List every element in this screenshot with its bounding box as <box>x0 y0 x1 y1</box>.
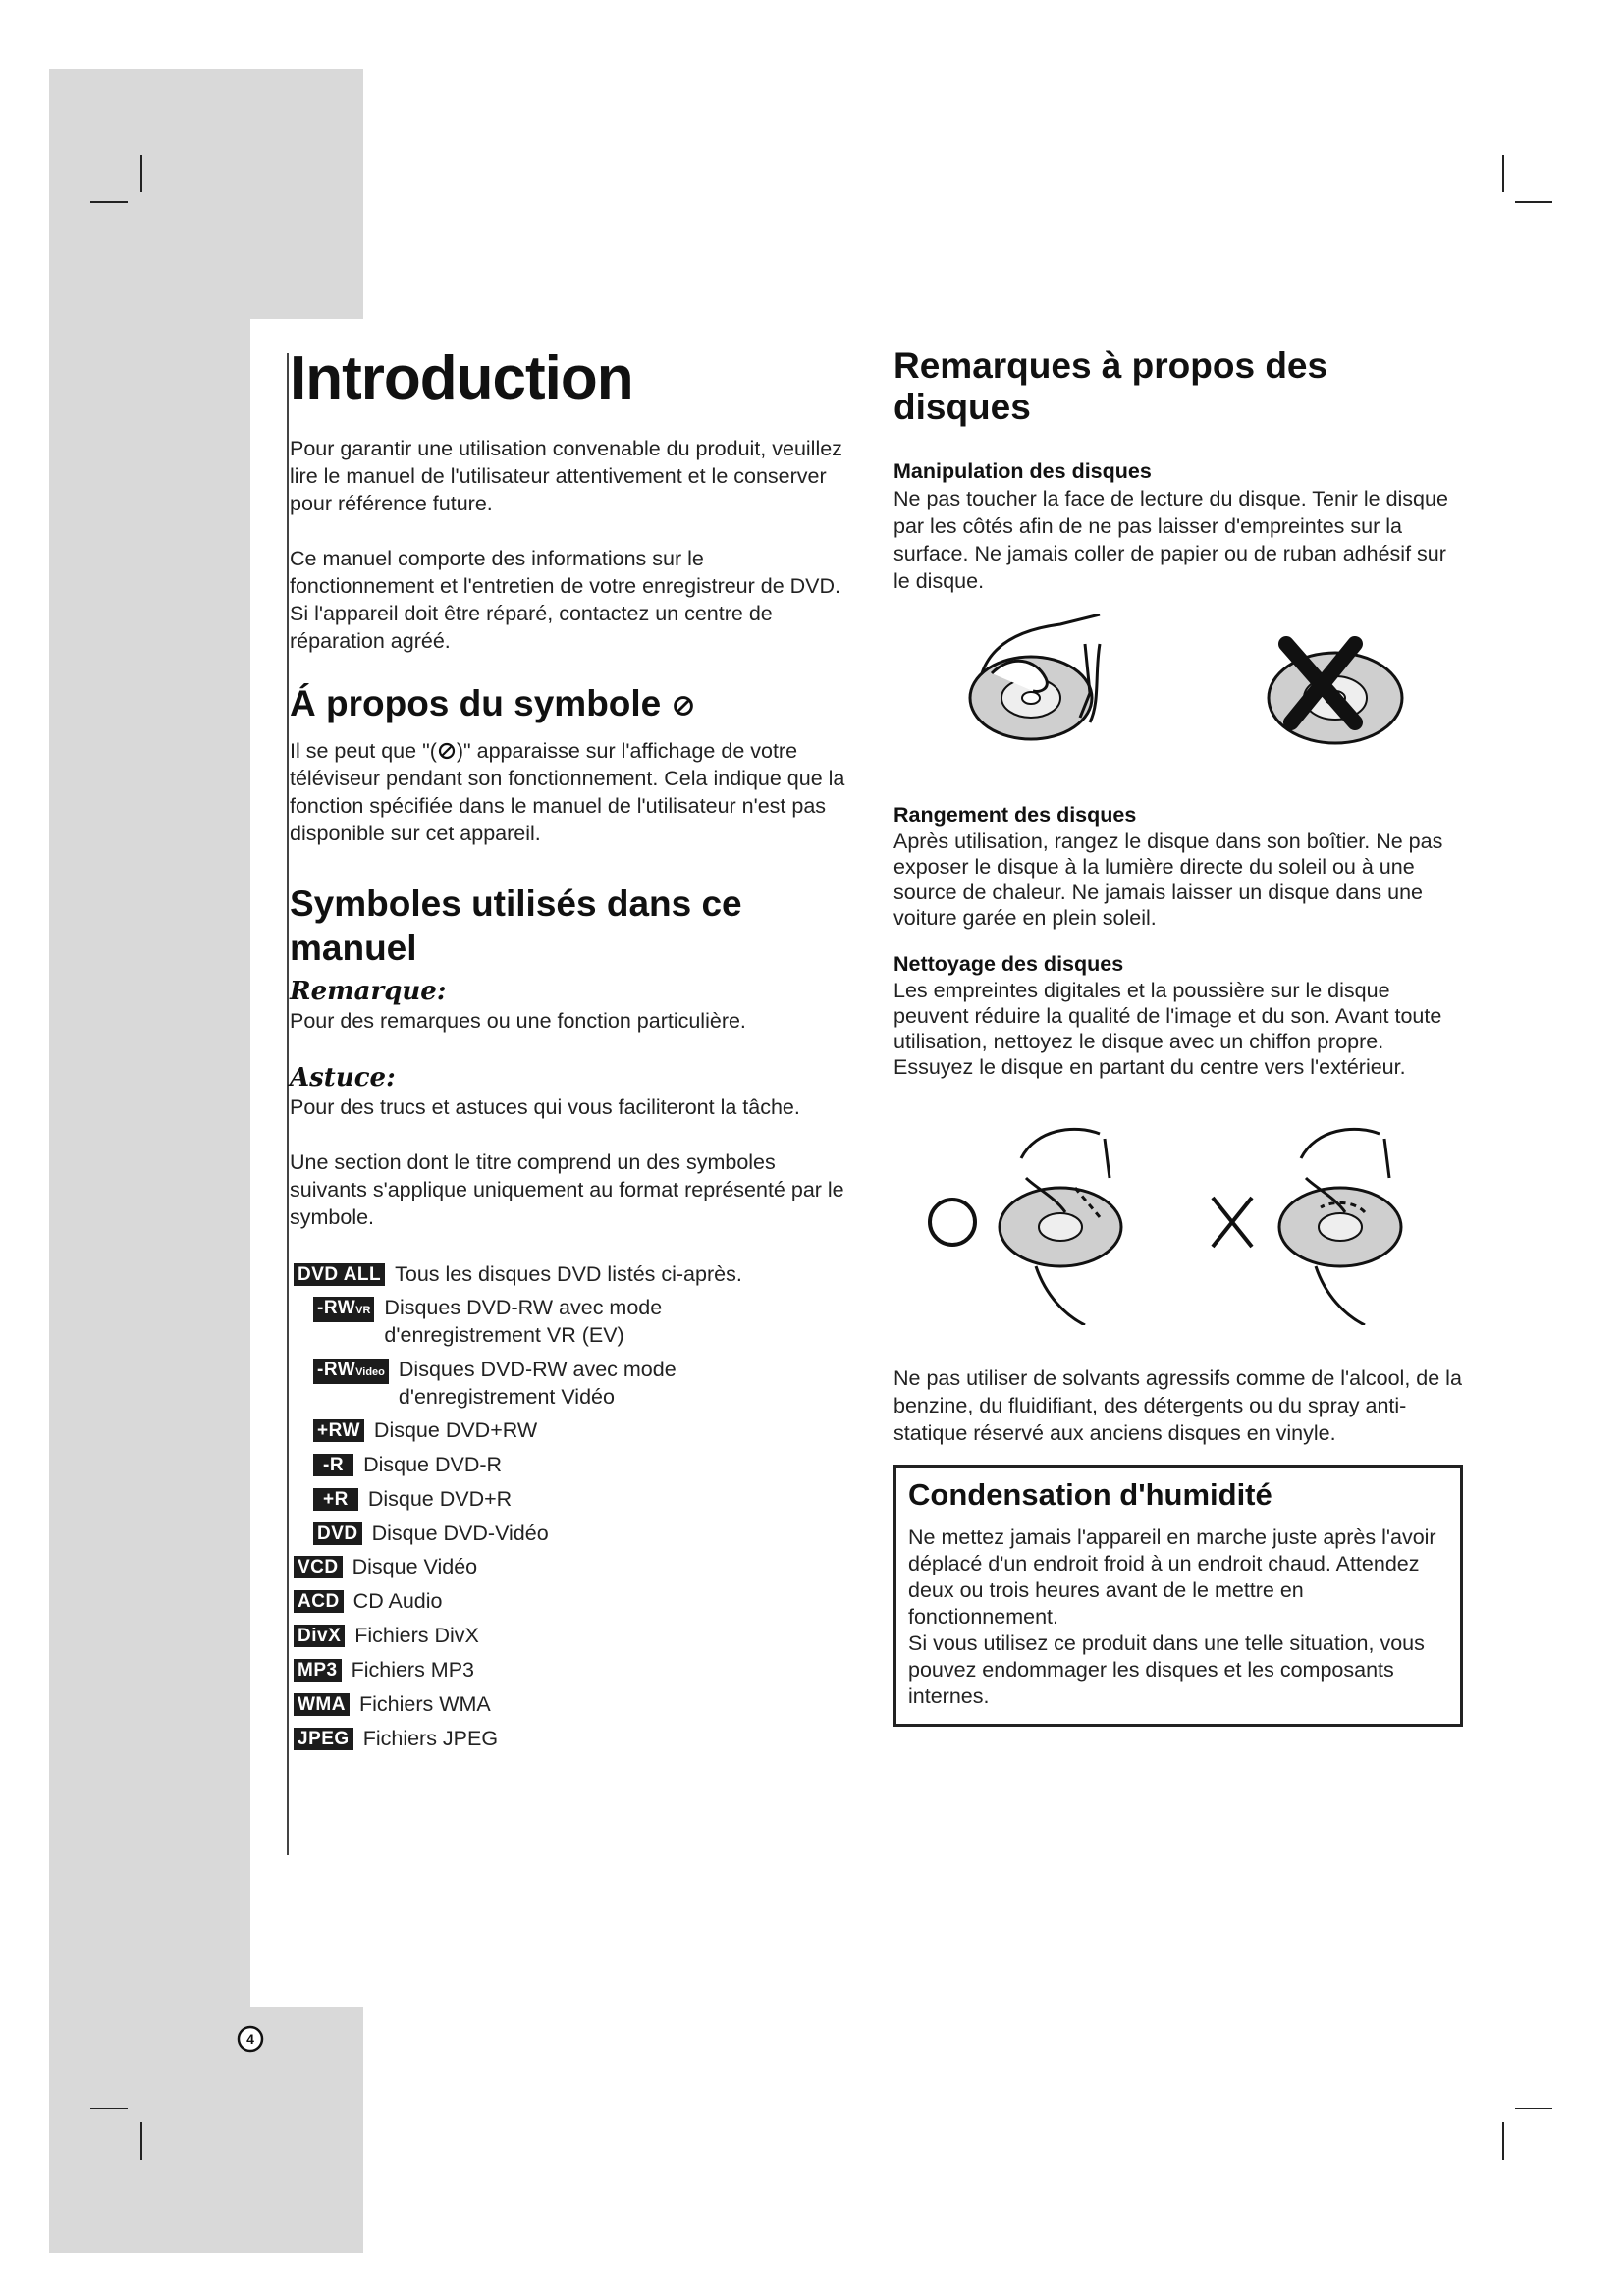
condensation-paragraph-2: Si vous utilisez ce produit dans une telle situation, vous pouvez endommager les disques et les composants internes. <box>908 1631 1425 1708</box>
badge-sub: Video <box>355 1366 385 1379</box>
astuce-text: Pour des trucs et astuces qui vous faciliteront la tâche. <box>290 1095 800 1120</box>
symbol-row <box>294 1260 742 1288</box>
symbol-row <box>294 1622 479 1649</box>
remarque-title: Remarque: <box>290 977 447 1007</box>
format-description: Disque DVD-Vidéo <box>371 1522 549 1546</box>
storage-text: Après utilisation, rangez le disque dans son boîtier. Ne pas exposer le disque à la lumière directe du soleil ou à une source de chaleur. Ne jamais laisser un disque dans une voiture garée en plein soleil. <box>893 829 1443 930</box>
page-title: Introduction <box>290 345 633 412</box>
section-text: Une section dont le titre comprend un des symboles suivants s'applique uniquement au format représenté par le symbole. <box>290 1150 844 1230</box>
disc-cleaning-illustration <box>928 1119 1458 1325</box>
incorrect-cleaning-disc-icon <box>1279 1129 1401 1325</box>
format-description: Tous les disques DVD listés ci-après. <box>395 1262 742 1287</box>
correct-cleaning-disc-icon <box>1000 1129 1121 1325</box>
crop-mark <box>90 2108 128 2109</box>
intro-paragraph-2: Ce manuel comporte des informations sur le fonctionnement et l'entretien de votre enregistreur de DVD. Si l'appareil doit être réparé, contactez un centre de réparation agréé. <box>290 547 841 653</box>
symbol-paragraph <box>290 737 849 847</box>
format-badge: +R <box>313 1488 358 1511</box>
badge-main: -RW <box>317 1360 356 1381</box>
format-badge: DVD <box>313 1522 362 1545</box>
left-column <box>290 334 849 1771</box>
format-badge: MP3 <box>294 1659 342 1682</box>
format-description: Fichiers JPEG <box>362 1727 499 1751</box>
badge-sub: VR <box>355 1305 371 1317</box>
format-badge: WMA <box>294 1693 350 1716</box>
symbol-paragraph-end: )" apparaisse sur l'affichage de votre téléviseur pendant son fonctionnement. Cela indique que la fonction spécifiée dans le manuel de l'utilisateur n'est pas disponible sur cet appareil. <box>290 739 845 846</box>
condensation-box <box>893 1465 1463 1727</box>
format-description: Disque DVD+R <box>367 1487 513 1512</box>
solvent-warning: Ne pas utiliser de solvants agressifs comme de l'alcool, de la benzine, du fluidifiant, des détergents ou du spray anti-statique réservé aux anciens disques en vinyle. <box>893 1366 1462 1445</box>
symbol-row <box>313 1520 549 1547</box>
crop-mark <box>1515 2108 1552 2109</box>
cleaning-heading: Nettoyage des disques <box>893 952 1124 976</box>
symbol-row <box>313 1416 537 1444</box>
disc-notes-title: Remarques à propos des disques <box>893 346 1328 427</box>
incorrect-handling-disc-icon <box>1269 644 1402 743</box>
symbol-list <box>290 1260 849 1771</box>
symbols-heading: Symboles utilisés dans ce manuel <box>290 883 742 968</box>
format-description: Fichiers WMA <box>358 1692 491 1717</box>
page-number-icon <box>236 2024 265 2054</box>
format-description: Disques DVD-RW avec mode d'enregistrement Vidéo <box>398 1358 677 1410</box>
crop-mark <box>90 201 128 203</box>
prohibited-symbol-icon <box>672 694 695 718</box>
format-badge <box>313 1297 374 1322</box>
right-column <box>893 334 1463 1727</box>
gray-band-bottom <box>49 2007 363 2253</box>
crop-mark <box>140 2122 142 2160</box>
format-description: Disque DVD-R <box>363 1453 503 1477</box>
handling-heading: Manipulation des disques <box>893 459 1152 483</box>
condensation-paragraph-1: Ne mettez jamais l'appareil en marche juste après l'avoir déplacé d'un endroit froid à un endroit chaud. Attendez deux ou trois heures avant de le mettre en fonctionnement. <box>908 1525 1436 1629</box>
format-badge: DVD ALL <box>294 1263 385 1286</box>
page-number: 4 <box>246 2031 254 2047</box>
format-badge: VCD <box>294 1556 343 1578</box>
gray-band-side <box>49 319 250 2007</box>
badge-main: -RW <box>317 1298 356 1319</box>
format-description: Disque Vidéo <box>352 1555 478 1579</box>
astuce-title: Astuce: <box>290 1063 396 1094</box>
condensation-title: Condensation d'humidité <box>908 1477 1272 1512</box>
symbol-paragraph-start: Il se peut que "( <box>290 739 437 764</box>
cleaning-text: Les empreintes digitales et la poussière sur le disque peuvent réduire la qualité de l'image et du son. Avant toute utilisation, nettoyez le disque avec un chiffon propre. Essuyez le disque en partant du centre vers l'extérieur. <box>893 979 1442 1079</box>
format-badge: DivX <box>294 1625 345 1647</box>
incorrect-cleaning-cross-icon <box>1213 1198 1252 1247</box>
symbol-row <box>294 1690 491 1718</box>
storage-heading: Rangement des disques <box>893 803 1137 827</box>
symbol-row <box>313 1451 502 1478</box>
symbol-heading <box>290 682 849 725</box>
format-badge: ACD <box>294 1590 344 1613</box>
crop-mark <box>1502 2122 1504 2160</box>
format-description: Fichiers DivX <box>354 1624 479 1648</box>
format-description: Disque DVD+RW <box>373 1418 538 1443</box>
symbol-row <box>313 1356 745 1411</box>
format-badge: JPEG <box>294 1728 353 1750</box>
format-description: CD Audio <box>352 1589 443 1614</box>
symbol-row <box>313 1294 726 1349</box>
remarque-text: Pour des remarques ou une fonction particulière. <box>290 1009 746 1034</box>
symbol-row <box>294 1553 477 1580</box>
crop-mark <box>1515 201 1552 203</box>
correct-cleaning-circle-icon <box>930 1200 975 1245</box>
format-badge: +RW <box>313 1419 364 1442</box>
format-badge: -R <box>313 1454 353 1476</box>
disc-handling-illustration <box>952 614 1463 762</box>
gray-band-top <box>49 69 363 319</box>
symbol-row <box>313 1485 512 1513</box>
correct-handling-disc-icon <box>970 614 1100 739</box>
symbol-row <box>294 1725 498 1752</box>
crop-mark <box>140 155 142 192</box>
format-badge <box>313 1359 389 1384</box>
format-description: Disques DVD-RW avec mode d'enregistrement VR (EV) <box>384 1296 663 1348</box>
left-margin-rule <box>287 353 289 1855</box>
symbol-row <box>294 1656 474 1683</box>
intro-paragraph-1: Pour garantir une utilisation convenable du produit, veuillez lire le manuel de l'utilisateur attentivement et le conserver pour référence future. <box>290 437 842 515</box>
symbol-heading-text: Á propos du symbole <box>290 683 662 723</box>
handling-text: Ne pas toucher la face de lecture du disque. Tenir le disque par les côtés afin de ne pas laisser d'empreintes sur la surface. Ne jamais coller de papier ou de ruban adhésif sur le disque. <box>893 487 1448 593</box>
symbol-row <box>294 1587 443 1615</box>
format-description: Fichiers MP3 <box>351 1658 475 1682</box>
crop-mark <box>1502 155 1504 192</box>
prohibited-symbol-icon <box>437 741 457 761</box>
